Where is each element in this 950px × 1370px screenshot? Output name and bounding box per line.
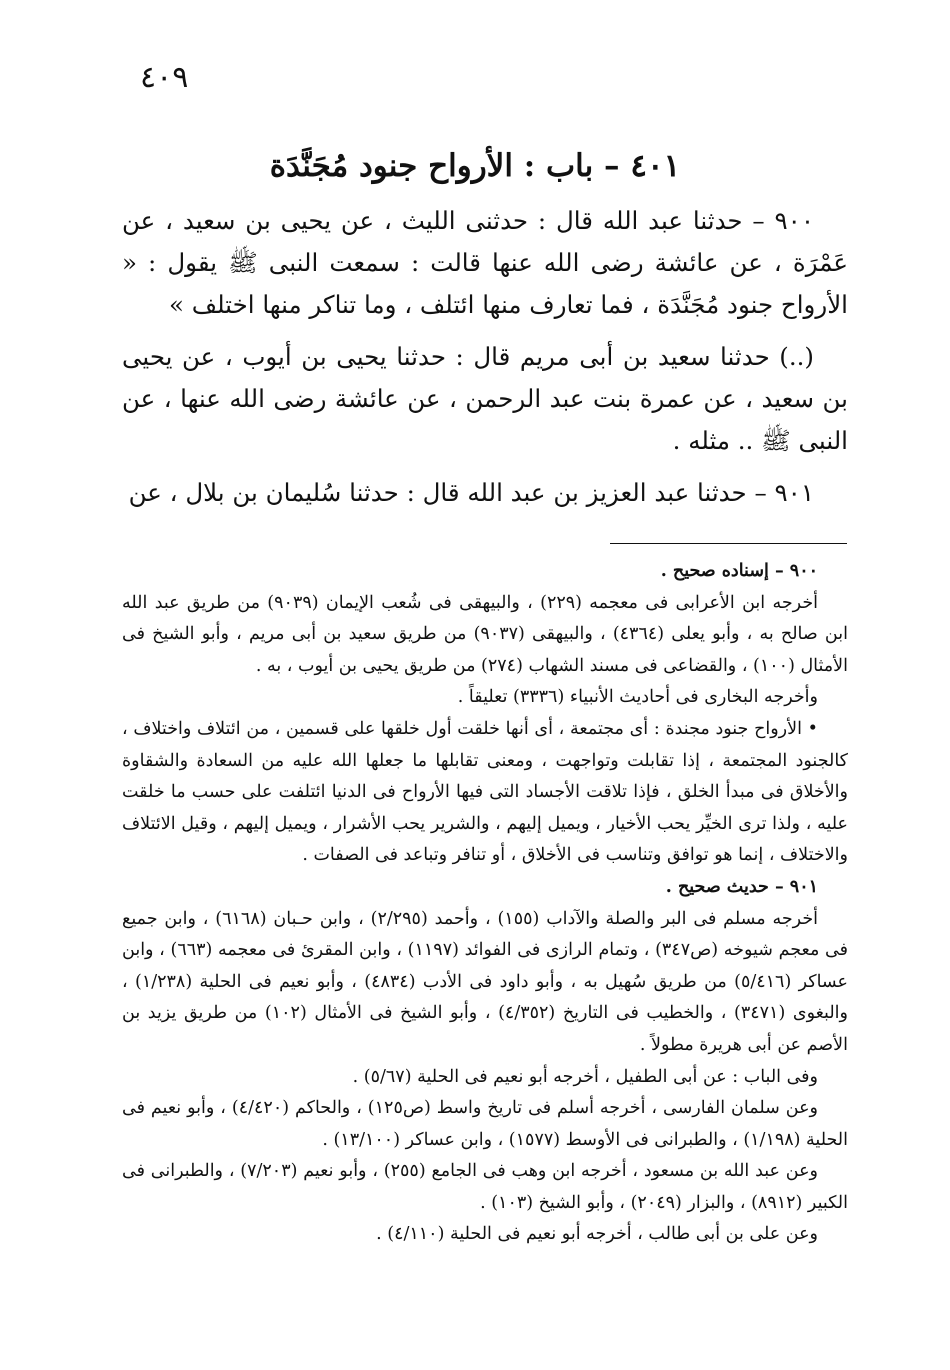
chapter-heading: ٤٠١ – باب : الأرواح جنود مُجَنَّدَة	[269, 148, 681, 184]
hadith-901: ٩٠١ – حدثنا عبد العزيز بن عبد الله قال : حدثنا سُليمان بن بلال ، عن	[128, 478, 814, 507]
footnote-paragraph: • الأرواح جنود مجندة : أى مجتمعة ، أى أنها خلقت أول خلقها على قسمين ، من ائتلاف واختلاف ، كالجنود المجتمعة ، إذا تقابلت وتواجهت ، ومعنى تقابلها ما جعلها الله عليه من السعادة والشقاوة والأخلاق فى مبدأ الخلق ، فإذا تلاقت الأجساد التى فيها الأرواح فى الدنيا ائتلفت على حسب ما خلقت عليه ، ولذا ترى الخيِّر يحب الأخيار ، ويميل إليهم ، والشرير يحب الأشرار ، ويميل إليهم ، وقيل الائتلاف والاختلاف ، إنما هو توافق وتناسب فى الأخلاق ، أو تنافر وتباعد فى الصفات .	[122, 718, 848, 866]
hadith-900: ٩٠٠ – حدثنا عبد الله قال : حدثنى الليث ، عن يحيى بن سعيد ، عن عَمْرَة ، عن عائشة رضى الله عنها قالت : سمعت النبى ﷺ يقول : « الأرواح جنود مُجَنَّدَة ، فما تعارف منها ائتلف ، وما تناكر منها اختلف »	[122, 206, 848, 319]
page-number: ٤٠٩	[140, 60, 189, 95]
hadith-900-chain: (..) حدثنا سعيد بن أبى مريم قال : حدثنا يحيى بن أيوب ، عن يحيى بن سعيد ، عن عمرة بنت عبد الرحمن ، عن عائشة رضى الله عنها ، عن النبى ﷺ .. مثله .	[122, 342, 848, 455]
footnote-paragraph: وفى الباب : عن أبى الطفيل ، أخرجه أبو نعيم فى الحلية (٥/٦٧) .	[352, 1066, 818, 1087]
footnote-paragraph: وعن على بن أبى طالب ، أخرجه أبو نعيم فى الحلية (٤/١١٠) .	[376, 1224, 818, 1245]
main-text	[122, 200, 848, 524]
footnote-heading-900: ٩٠٠ – إسناده صحيح .	[660, 561, 818, 581]
footnote-paragraph: أخرجه مسلم فى البر والصلة والآداب (١٥٥) ، وأحمد (٢/٢٩٥) ، وابن حـبان (٦١٦٨) ، وابن جميع فى معجم شيوخه (ص٣٤٧) ، وتمام الرازى فى الفوائد (١١٩٧) ، وابن المقرئ فى معجمه (٦٦٣) ، وابن عساكر (٥/٤١٦) من طريق سُهيل به ، وأبو داود فى الأدب (٤٨٣٤) ، وأبو نعيم فى الحلية (١/٢٣٨) ، والبغوى (٣٤٧١) ، والخطيب فى التاريخ (٤/٣٥٢) ، وأبو الشيخ فى الأمثال (١٠٢) من طريق يزيد بن الأصم عن أبى هريرة مطولاً .	[122, 908, 849, 1055]
footnote-paragraph: وعن سلمان الفارسى ، أخرجه أسلم فى تاريخ واسط (ص١٢٥) ، والحاكم (٤/٤٢٠) ، وأبو نعيم فى الحلية (١/١٩٨) ، والطبرانى فى الأوسط (١٥٧٧) ، وابن عساكر (١٣/١٠٠) .	[122, 1098, 848, 1150]
footnote-heading-901: ٩٠١ – حديث صحيح .	[665, 876, 818, 897]
footnotes	[122, 556, 848, 1251]
footnote-paragraph: وعن عبد الله بن مسعود ، أخرجه ابن وهب فى الجامع (٢٥٥) ، وأبو نعيم (٧/٢٠٣) ، والطبرانى فى الكبير (٨٩١٢) ، والبزار (٢٠٤٩) ، وأبو الشيخ (١٠٣) .	[122, 1161, 848, 1213]
footnote-paragraph: أخرجه ابن الأعرابى فى معجمه (٢٢٩) ، والبيهقى فى شُعب الإيمان (٩٠٣٩) من طريق عبد الله ابن صالح به ، وأبو يعلى (٤٣٦٤) ، والبيهقى (٩٠٣٧) من طريق سعيد بن أبى مريم ، وأبو الشيخ فى الأمثال (١٠٠) ، والقضاعى فى مسند الشهاب (٢٧٤) من طريق يحيى بن أيوب ، به .	[122, 592, 848, 676]
footnote-divider	[610, 543, 847, 544]
footnote-paragraph: وأخرجه البخارى فى أحاديث الأنبياء (٣٣٣٦) تعليقاً .	[457, 687, 818, 708]
